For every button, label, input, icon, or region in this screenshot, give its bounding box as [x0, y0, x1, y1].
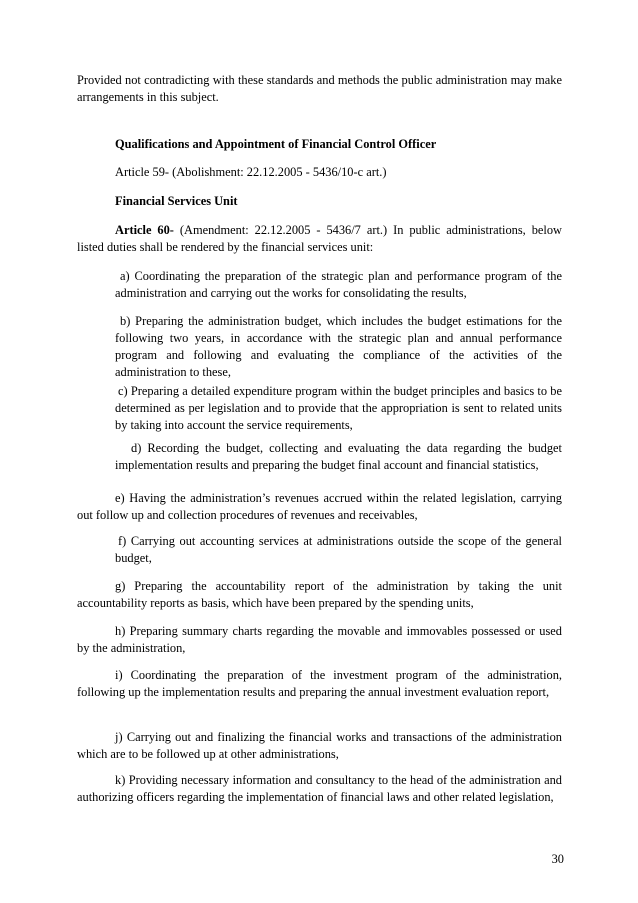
list-item-g: g) Preparing the accountability report of the administration by taking the unit accountability reports as basis, which have been prepared by the spending units, [77, 579, 562, 610]
section-heading-financial-services-unit: Financial Services Unit [115, 194, 238, 208]
list-item-f: f) Carrying out accounting services at administrations outside the scope of the general budget, [115, 534, 562, 565]
article-60 [77, 222, 562, 256]
list-item-i: i) Coordinating the preparation of the investment program of the administration, following up the implementation results and preparing the annual investment evaluation report, [77, 668, 562, 699]
list-item-h: h) Preparing summary charts regarding the movable and immovables possessed or used by the administration, [77, 624, 562, 655]
page-number: 30 [551, 852, 564, 866]
list-item-c: c) Preparing a detailed expenditure program within the budget principles and basics to be determined as per legislation and to provide that the appropriation is sent to related units by taking into account the service requirements, [115, 384, 562, 432]
list-item-e: e) Having the administration’s revenues accrued within the related legislation, carrying out follow up and collection procedures of revenues and receivables, [77, 491, 562, 522]
list-item-a: a) Coordinating the preparation of the strategic plan and performance program of the administration and carrying out the works for consolidating the results, [115, 269, 562, 300]
list-item-j: j) Carrying out and finalizing the financial works and transactions of the administration which are to be followed up at other administrations, [77, 730, 562, 761]
list-item-d: d) Recording the budget, collecting and evaluating the data regarding the budget implementation results and preparing the budget final account and financial statistics, [115, 441, 562, 472]
article-60-label: Article 60- [115, 223, 174, 237]
article-60-text: (Amendment: 22.12.2005 - 5436/7 art.) In public administrations, below listed duties shall be rendered by the financial services unit: [77, 223, 562, 254]
list-item-b: b) Preparing the administration budget, which includes the budget estimations for the following two years, in accordance with the strategic plan and annual performance program and following and evaluating the compliance of the activities of the administration to these, [115, 314, 562, 379]
list-item-k: k) Providing necessary information and consultancy to the head of the administration and authorizing officers regarding the implementation of financial laws and other related legislation, [77, 773, 562, 804]
section-heading-qualifications: Qualifications and Appointment of Financial Control Officer [115, 137, 437, 151]
intro-paragraph: Provided not contradicting with these standards and methods the public administration may make arrangements in this subject. [77, 73, 562, 104]
article-59: Article 59- (Abolishment: 22.12.2005 - 5436/10-c art.) [115, 165, 387, 179]
